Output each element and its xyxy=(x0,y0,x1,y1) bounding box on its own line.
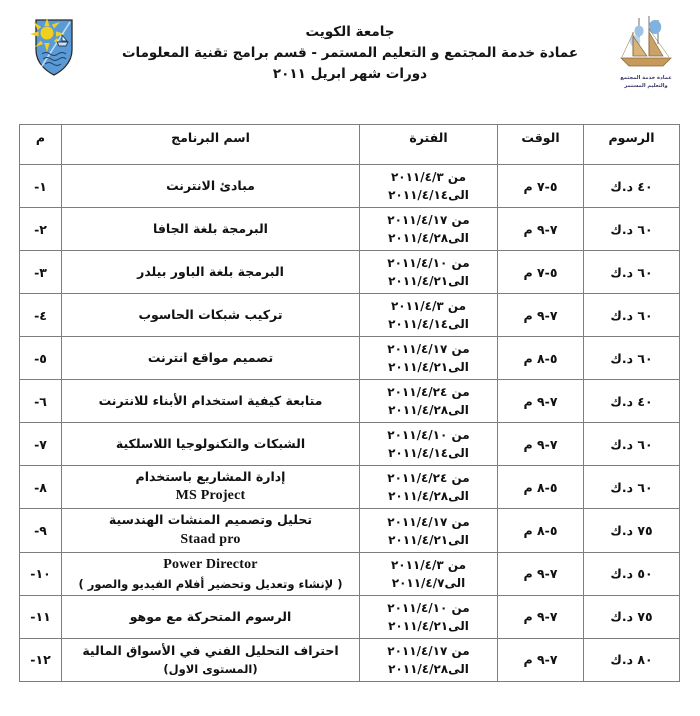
cell-program-name xyxy=(62,595,360,638)
period-from: من ٢٠١١/٤/١٧ xyxy=(387,342,470,356)
program-name-latin: MS Project xyxy=(175,488,246,504)
cell-period xyxy=(360,509,498,552)
table-row xyxy=(20,552,680,595)
table-row xyxy=(20,423,680,466)
table-row xyxy=(20,337,680,380)
cell-program-name xyxy=(62,251,360,294)
period-to: الى٢٠١١/٤/٢٨ xyxy=(388,231,469,245)
table-row xyxy=(20,165,680,208)
logo-caption xyxy=(620,75,671,90)
continuing-education-deanship-logo xyxy=(606,8,686,90)
cell-time: ٧-٩ م xyxy=(498,208,584,251)
cell-fees: ٦٠ د.ك xyxy=(584,251,680,294)
period-from: من ٢٠١١/٤/١٧ xyxy=(387,213,470,227)
column-header-name: اسم البرنامج xyxy=(62,125,360,165)
cell-period xyxy=(360,380,498,423)
period-to: الى٢٠١١/٤/٧ xyxy=(391,575,466,590)
cell-program-name xyxy=(62,208,360,251)
cell-fees: ٦٠ د.ك xyxy=(584,466,680,509)
table-row xyxy=(20,380,680,423)
cell-period xyxy=(360,595,498,638)
dhow-ship-with-kuwait-towers-icon xyxy=(613,14,679,74)
column-header-time: الوقت xyxy=(498,125,584,165)
period-to: الى٢٠١١/٤/٢١ xyxy=(388,274,469,288)
cell-fees: ٧٥ د.ك xyxy=(584,509,680,552)
cell-row-number: ٥- xyxy=(20,337,62,380)
cell-time: ٧-٩ م xyxy=(498,423,584,466)
table-row xyxy=(20,638,680,681)
cell-time: ٧-٩ م xyxy=(498,552,584,595)
period-to: الى٢٠١١/٤/٢١ xyxy=(388,360,469,374)
program-name-arabic: إدارة المشاريع باستخدام xyxy=(135,469,286,484)
table-row xyxy=(20,208,680,251)
cell-period xyxy=(360,165,498,208)
period-from: من ٢٠١١/٤/٣ xyxy=(390,299,467,313)
cell-program-name xyxy=(62,552,360,595)
period-to: الى٢٠١١/٤/٢٨ xyxy=(388,661,469,676)
program-name-arabic: متابعة كيفية استخدام الأبناء للانترنت xyxy=(98,392,323,408)
title-department: عمادة خدمة المجتمع و التعليم المستمر - قسم برامج تقنية المعلومات xyxy=(121,44,579,61)
period-from: من ٢٠١١/٤/٣ xyxy=(390,557,467,572)
cell-program-name xyxy=(62,294,360,337)
logo-caption-line-2: والتعليم المستمر xyxy=(624,82,668,89)
cell-time: ٧-٩ م xyxy=(498,294,584,337)
period-from: من ٢٠١١/٤/١٧ xyxy=(387,643,470,658)
table-row xyxy=(20,294,680,337)
period-from: من ٢٠١١/٤/٢٤ xyxy=(387,385,470,399)
cell-row-number: ٢- xyxy=(20,208,62,251)
cell-time: ٥-٨ م xyxy=(498,466,584,509)
cell-fees: ٦٠ د.ك xyxy=(584,423,680,466)
table-row xyxy=(20,595,680,638)
period-from: من ٢٠١١/٤/١٠ xyxy=(387,428,470,442)
period-to: الى٢٠١١/٤/١٤ xyxy=(388,188,469,202)
period-from: من ٢٠١١/٤/١٧ xyxy=(387,514,470,529)
program-name-latin: Staad pro xyxy=(180,531,241,547)
program-name-arabic: تصميم مواقع انترنت xyxy=(147,349,274,365)
cell-period xyxy=(360,423,498,466)
cell-period xyxy=(360,294,498,337)
period-to: الى٢٠١١/٤/٢١ xyxy=(388,618,469,633)
period-to: الى٢٠١١/٤/٢٨ xyxy=(388,489,469,504)
cell-time: ٥-٧ م xyxy=(498,251,584,294)
cell-row-number: ١٠- xyxy=(20,552,62,595)
cell-row-number: ٣- xyxy=(20,251,62,294)
cell-fees: ٦٠ د.ك xyxy=(584,294,680,337)
cell-program-name xyxy=(62,509,360,552)
column-header-fees: الرسوم xyxy=(584,125,680,165)
period-to: الى٢٠١١/٤/٢١ xyxy=(388,532,469,547)
courses-table-container xyxy=(20,124,680,682)
cell-program-name xyxy=(62,380,360,423)
program-name-latin: Power Director xyxy=(163,557,258,573)
cell-time: ٥-٨ م xyxy=(498,509,584,552)
cell-row-number: ١- xyxy=(20,165,62,208)
cell-row-number: ٤- xyxy=(20,294,62,337)
cell-row-number: ٧- xyxy=(20,423,62,466)
cell-period xyxy=(360,552,498,595)
cell-program-name xyxy=(62,165,360,208)
cell-row-number: ٩- xyxy=(20,509,62,552)
cell-program-name xyxy=(62,638,360,681)
program-name-arabic: تركيب شبكات الحاسوب xyxy=(138,306,283,322)
cell-fees: ٤٠ د.ك xyxy=(584,165,680,208)
program-name-arabic: الشبكات والتكنولوجيا اللاسلكية xyxy=(115,435,306,451)
cell-fees: ٤٠ د.ك xyxy=(584,380,680,423)
period-from: من ٢٠١١/٤/٢٤ xyxy=(387,471,470,486)
logo-caption-line-1: عمادة خدمة المجتمع xyxy=(620,75,672,81)
period-to: الى٢٠١١/٤/١٤ xyxy=(388,317,469,331)
document-header xyxy=(0,0,700,110)
cell-period xyxy=(360,208,498,251)
cell-fees: ٥٠ د.ك xyxy=(584,552,680,595)
period-from: من ٢٠١١/٤/١٠ xyxy=(387,600,470,615)
period-to: الى٢٠١١/٤/٢٨ xyxy=(388,403,469,417)
table-head xyxy=(20,125,680,165)
table-body xyxy=(20,165,680,682)
column-header-period: الفترة xyxy=(360,125,498,165)
kuwait-university-logo xyxy=(14,8,94,80)
cell-row-number: ١١- xyxy=(20,595,62,638)
program-name-arabic: الرسوم المتحركة مع موهو xyxy=(129,608,292,624)
title-university: جامعة الكويت xyxy=(305,24,395,40)
cell-program-name xyxy=(62,423,360,466)
period-to: الى٢٠١١/٤/١٤ xyxy=(388,446,469,460)
program-name-arabic: البرمجة بلغة الباور بيلدر xyxy=(137,263,284,279)
cell-row-number: ١٢- xyxy=(20,638,62,681)
table-row xyxy=(20,466,680,509)
cell-time: ٧-٩ م xyxy=(498,595,584,638)
program-name-subtitle: ( لإنشاء وتعديل وتحضير أفلام الفيديو والصور ) xyxy=(78,576,343,591)
cell-period xyxy=(360,337,498,380)
cell-time: ٧-٩ م xyxy=(498,638,584,681)
cell-program-name xyxy=(62,466,360,509)
cell-period xyxy=(360,638,498,681)
cell-fees: ٦٠ د.ك xyxy=(584,337,680,380)
cell-time: ٧-٩ م xyxy=(498,380,584,423)
period-from: من ٢٠١١/٤/١٠ xyxy=(387,256,470,270)
program-name-arabic: البرمجة بلغة الجافا xyxy=(153,220,268,236)
cell-fees: ٨٠ د.ك xyxy=(584,638,680,681)
period-from: من ٢٠١١/٤/٣ xyxy=(390,170,467,184)
cell-time: ٥-٨ م xyxy=(498,337,584,380)
table-row xyxy=(20,509,680,552)
table-row xyxy=(20,251,680,294)
cell-fees: ٦٠ د.ك xyxy=(584,208,680,251)
cell-period xyxy=(360,251,498,294)
cell-row-number: ٦- xyxy=(20,380,62,423)
cell-fees: ٧٥ د.ك xyxy=(584,595,680,638)
program-name-arabic: احتراف التحليل الفني في الأسواق المالية xyxy=(82,643,339,659)
cell-period xyxy=(360,466,498,509)
cell-row-number: ٨- xyxy=(20,466,62,509)
courses-table xyxy=(19,124,680,682)
program-name-subtitle: (المستوى الاول) xyxy=(163,661,258,676)
table-header-row xyxy=(20,125,680,165)
program-name-arabic: مبادئ الانترنت xyxy=(166,177,255,193)
cell-program-name xyxy=(62,337,360,380)
cell-time: ٥-٧ م xyxy=(498,165,584,208)
kuwait-university-shield-icon xyxy=(26,14,82,80)
page-title xyxy=(94,8,606,85)
column-header-number: م xyxy=(20,125,62,165)
program-name-arabic: تحليل وتصميم المنشات الهندسية xyxy=(108,512,313,528)
title-subtitle: دورات شهر ابريل ٢٠١١ xyxy=(272,65,428,82)
